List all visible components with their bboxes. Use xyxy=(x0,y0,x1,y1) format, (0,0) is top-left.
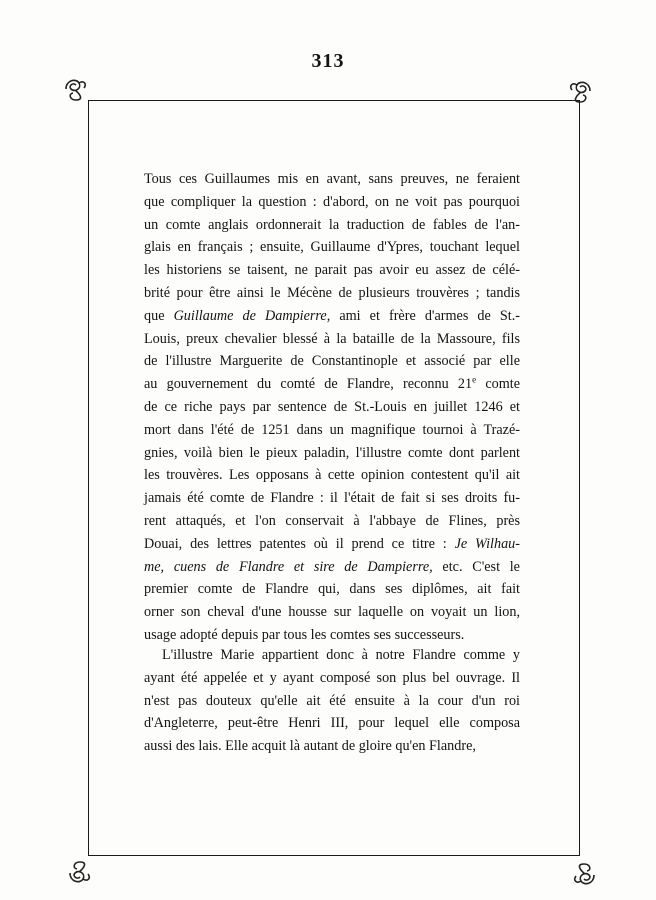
text-line xyxy=(144,712,520,735)
line-text: L'illustre Marie appartient donc à notre Flandre comme y xyxy=(162,647,520,663)
text-line xyxy=(144,350,520,373)
line-text: aussi des lais. Elle acquit là autant de gloire qu'en Flandre, xyxy=(144,738,476,755)
line-text: Louis, preux chevalier blessé à la bataille de la Massoure, fils xyxy=(144,330,520,347)
text-line xyxy=(144,667,520,690)
paragraph-marie xyxy=(144,644,520,758)
line-text: un comte anglais ordonnerait la traduction de fables de l'an- xyxy=(144,216,520,233)
text-line xyxy=(144,442,520,465)
text-line xyxy=(144,168,520,191)
line-text: Tous ces Guillaumes mis en avant, sans preuves, ne feraient xyxy=(144,171,520,187)
line-text: glais en français ; ensuite, Guillaume d'Ypres, touchant lequel xyxy=(144,239,520,256)
text-line xyxy=(144,305,520,328)
text-line xyxy=(144,396,520,419)
corner-ornament-icon xyxy=(570,860,600,890)
line-text: usage adopté depuis par tous les comtes ses successeurs. xyxy=(144,626,465,643)
line-text: premier comte de Flandre qui, dans ses diplômes, ait fait xyxy=(144,581,520,598)
text-line xyxy=(144,601,520,624)
text-line xyxy=(144,578,520,601)
corner-ornament-icon xyxy=(566,76,596,106)
italic-text: Guillaume de Dampierre, xyxy=(173,307,331,324)
line-text: au gouvernement du comté de Flandre, reconnu 21 xyxy=(144,376,473,393)
line-text: que compliquer la question : d'abord, on ne voit pas pourquoi xyxy=(144,193,520,210)
text-line xyxy=(144,236,520,259)
line-text: de ce riche pays par sentence de St.-Louis en juillet 1246 et xyxy=(144,398,520,415)
text-line xyxy=(144,259,520,282)
text-line xyxy=(144,533,520,556)
text-line xyxy=(144,487,520,510)
text-line xyxy=(144,556,520,579)
text-line xyxy=(144,282,520,305)
line-text: que xyxy=(144,307,174,324)
line-text: ayant été appelée et y ayant composé son plus bel ouvrage. Il xyxy=(144,669,520,686)
line-text: les trouvères. Les opposans à cette opinion contestent qu'il ait xyxy=(144,467,520,484)
line-text: jamais été comte de Flandre : il l'était de fait si ses droits fu- xyxy=(144,490,520,507)
paragraph-guillaume xyxy=(144,168,520,647)
line-text: mort dans l'été de 1251 dans un magnifique tournoi à Trazé- xyxy=(144,421,520,438)
line-text: Douai, des lettres patentes où il prend ce titre : xyxy=(144,535,455,552)
text-line xyxy=(144,644,520,667)
line-text: ami et frère d'armes de St.- xyxy=(330,307,520,324)
line-text: les historiens se taisent, ne parait pas avoir eu assez de célé- xyxy=(144,262,520,279)
text-line xyxy=(144,214,520,237)
text-line xyxy=(144,191,520,214)
line-text: comte xyxy=(476,376,520,393)
italic-text: Je Wilhau- xyxy=(454,535,520,552)
text-line xyxy=(144,328,520,351)
line-text: de l'illustre Marguerite de Constantinople et associé par elle xyxy=(144,353,520,370)
line-text: rent attaqués, et l'on conservait à l'abbaye de Flines, près xyxy=(144,512,520,529)
corner-ornament-icon xyxy=(60,74,90,104)
text-line xyxy=(144,690,520,713)
text-line xyxy=(144,464,520,487)
corner-ornament-icon xyxy=(64,858,94,888)
line-text: n'est pas douteux qu'elle ait été ensuite à la cour d'un roi xyxy=(144,692,520,709)
line-text: orner son cheval d'une housse sur laquelle on voyait un lion, xyxy=(144,604,520,621)
italic-text: me, cuens de Flandre et sire de Dampierre, xyxy=(144,558,433,575)
superscript: e xyxy=(472,374,477,385)
line-text: brité pour être ainsi le Mécène de plusieurs trouvères ; tandis xyxy=(144,284,520,301)
text-line xyxy=(144,373,520,396)
text-line xyxy=(144,735,520,758)
line-text: etc. C'est le xyxy=(432,558,520,575)
text-line xyxy=(144,510,520,533)
line-text: d'Angleterre, peut-être Henri III, pour lequel elle composa xyxy=(144,715,520,732)
line-text: gnies, voilà bien le pieux paladin, l'illustre comte dont parlent xyxy=(144,444,520,461)
page-number: 313 xyxy=(311,50,345,72)
text-line xyxy=(144,419,520,442)
